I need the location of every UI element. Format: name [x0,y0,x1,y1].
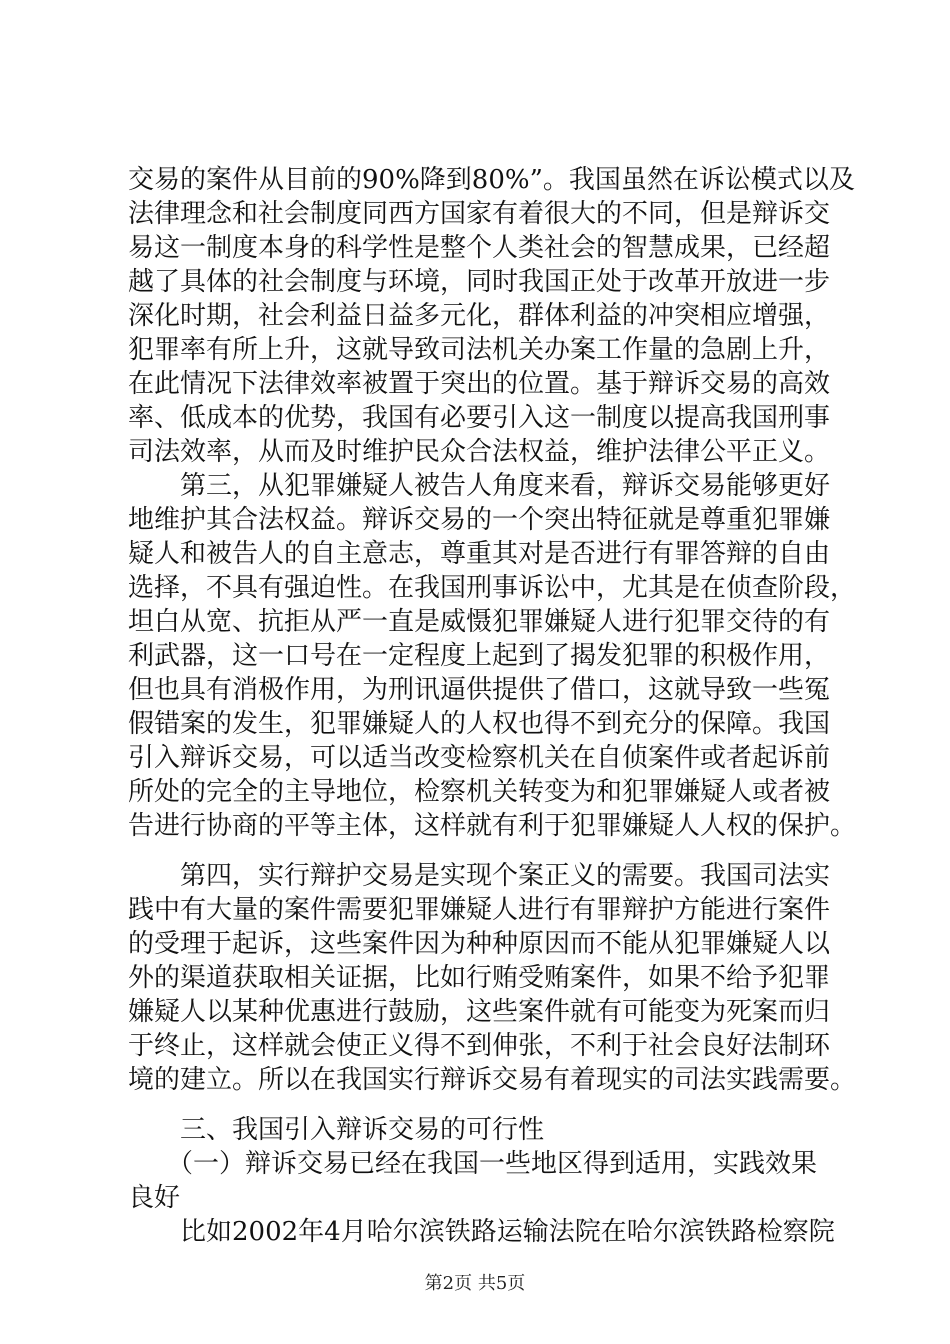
text-line: 交易的案件从目前的90%降到80%”。我国虽然在诉讼模式以及 [128,165,855,195]
subsection-heading: 良好 [128,1183,181,1213]
text-line: 越了具体的社会制度与环境，同时我国正处于改革开放进一步 [128,267,831,297]
text-line: 于终止，这样就会使正义得不到伸张，不利于社会良好法制环 [128,1031,831,1061]
text-line: 犯罪率有所上升，这就导致司法机关办案工作量的急剧上升， [128,335,831,365]
text-line: 地维护其合法权益。辩诉交易的一个突出特征就是尊重犯罪嫌 [128,505,831,535]
section-heading: 三、我国引入辩诉交易的可行性 [128,1115,545,1145]
text-line: 的受理于起诉，这些案件因为种种原因而不能从犯罪嫌疑人以 [128,929,831,959]
text-line: 境的建立。所以在我国实行辩诉交易有着现实的司法实践需要。 [128,1065,857,1095]
subsection-heading: （一）辩诉交易已经在我国一些地区得到适用，实践效果 [128,1149,818,1179]
text-line: 司法效率，从而及时维护民众合法权益，维护法律公平正义。 [128,437,831,467]
text-line: 深化时期，社会利益日益多元化，群体利益的冲突相应增强， [128,301,831,331]
text-line: 坦白从宽、抗拒从严一直是威慑犯罪嫌疑人进行犯罪交待的有 [128,607,831,637]
text-line: 比如2002年4月哈尔滨铁路运输法院在哈尔滨铁路检察院 [128,1217,835,1247]
text-line: 在此情况下法律效率被置于突出的位置。基于辩诉交易的高效 [128,369,831,399]
text-line: 嫌疑人以某种优惠进行鼓励，这些案件就有可能变为死案而归 [128,997,831,1027]
text-line: 易这一制度本身的科学性是整个人类社会的智慧成果，已经超 [128,233,831,263]
text-line: 法律理念和社会制度同西方国家有着很大的不同，但是辩诉交 [128,199,831,229]
text-line: 假错案的发生，犯罪嫌疑人的人权也得不到充分的保障。我国 [128,709,831,739]
text-line: 选择，不具有强迫性。在我国刑事诉讼中，尤其是在侦查阶段， [128,573,857,603]
text-line: 第三，从犯罪嫌疑人被告人角度来看，辩诉交易能够更好 [128,471,831,501]
text-line: 第四，实行辩护交易是实现个案正义的需要。我国司法实 [128,861,831,891]
text-line: 利武器，这一口号在一定程度上起到了揭发犯罪的积极作用， [128,641,831,671]
text-line: 但也具有消极作用，为刑讯逼供提供了借口，这就导致一些冤 [128,675,831,705]
text-line: 外的渠道获取相关证据，比如行贿受贿案件，如果不给予犯罪 [128,963,831,993]
text-line: 疑人和被告人的自主意志，尊重其对是否进行有罪答辩的自由 [128,539,831,569]
text-line: 所处的完全的主导地位，检察机关转变为和犯罪嫌疑人或者被 [128,777,831,807]
page-number: 第2页 共5页 [424,1273,526,1294]
text-line: 告进行协商的平等主体，这样就有利于犯罪嫌疑人人权的保护。 [128,811,857,841]
text-line: 引入辩诉交易，可以适当改变检察机关在自侦案件或者起诉前 [128,743,831,773]
text-line: 率、低成本的优势，我国有必要引入这一制度以提高我国刑事 [128,403,831,433]
text-line: 践中有大量的案件需要犯罪嫌疑人进行有罪辩护方能进行案件 [128,895,831,925]
